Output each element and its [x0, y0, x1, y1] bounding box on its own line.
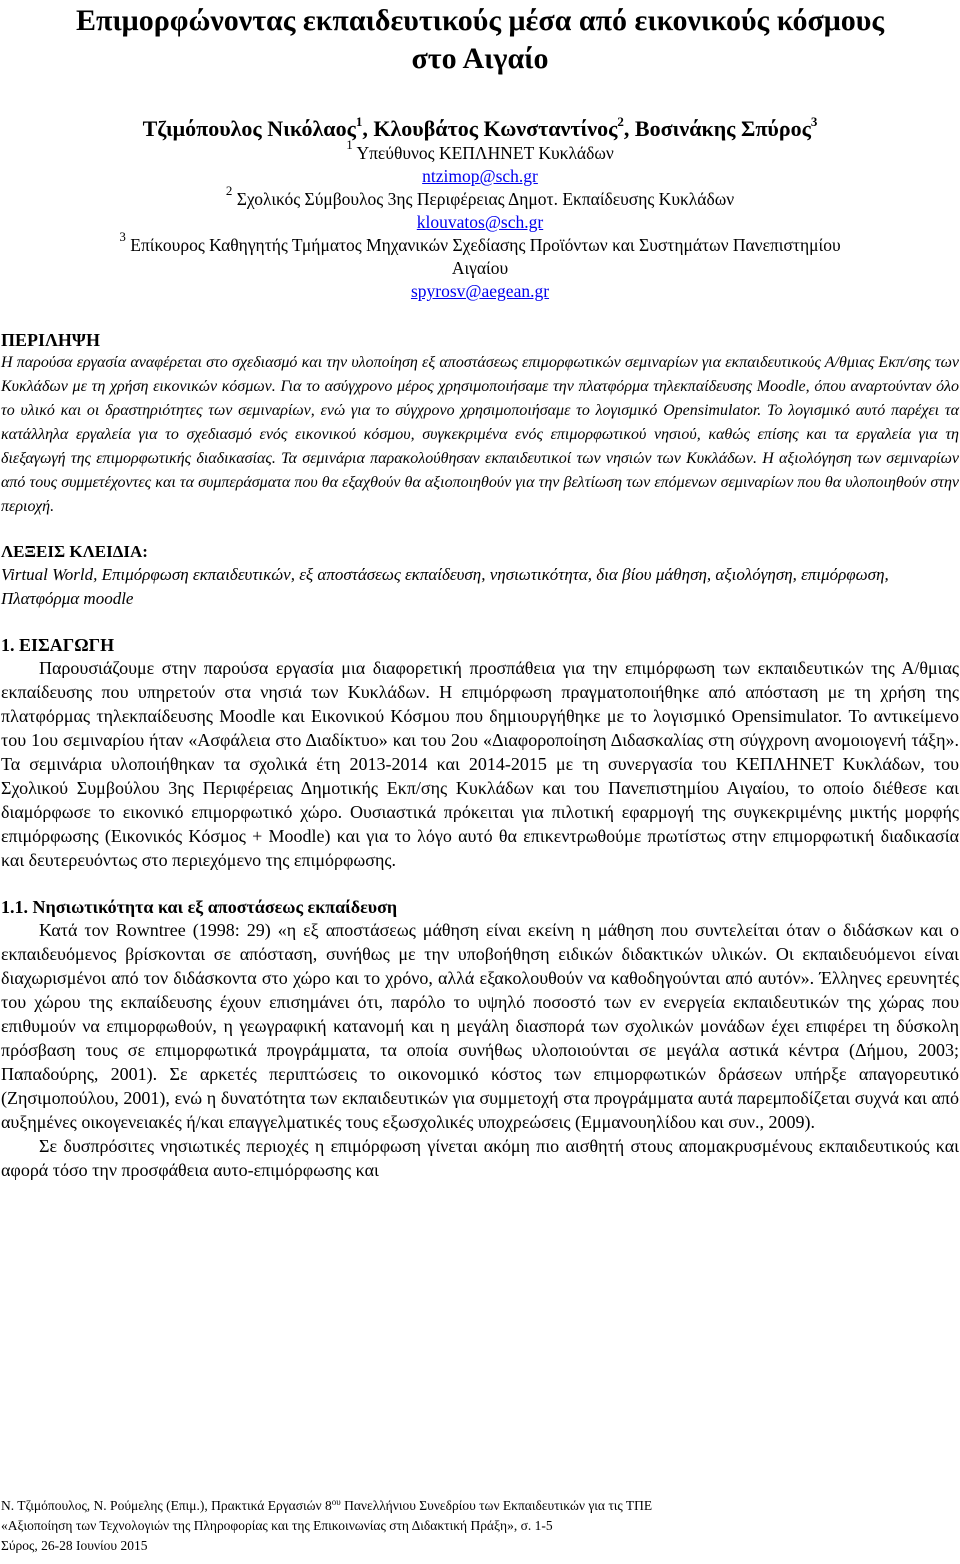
author-2: , Κλουβάτος Κωνσταντίνος — [362, 116, 618, 141]
affiliation-2 — [1, 183, 959, 234]
keywords-text: Virtual World, Επιμόρφωση εκπαιδευτικών, εξ αποστάσεως εκπαίδευση, νησιωτικότητα, δια βίου μάθηση, αξιολόγηση, επιμόρφωση, Πλατφόρμα moodle — [1, 565, 889, 608]
author-1-sup: 1 — [355, 114, 363, 129]
footer-line-2: «Αξιοποίηση των Τεχνολογιών της Πληροφορίας και της Επικοινωνίας στη Διδακτική Πράξη», σ. 1-5 — [1, 1518, 553, 1533]
page-footer — [1, 1496, 652, 1556]
affiliation-2-sup: 2 — [225, 183, 233, 198]
author-list — [1, 116, 959, 142]
footer-line-1-sup: ου — [331, 1497, 341, 1507]
abstract-text: Η παρούσα εργασία αναφέρεται στο σχεδιασμό και την υλοποίηση εξ αποστάσεως επιμορφωτικών σεμιναρίων για εκπαιδευτικούς Α/θμιας Εκπ/σης των Κυκλάδων με τη χρήση εικονικών κόσμων. Για το ασύγχρονο μέρος χρησιμοποιήσαμε την πλατφόρμα τηλεκπαίδευσης Moodle, όπου αναρτούνταν όλο το υλικό και οι δραστηριότητες των σεμιναρίων, ενώ για το σύγχρονο χρησιμοποιήσαμε το λογισμικό Opensimulator. Το λογισμικό αυτό παρέχει τα κατάλληλα εργαλεία για το σχεδιασμό ενός εικονικού κόσμου, συγκεκριμένα ενός επιμορφωτικού νησιού, καθώς επίσης και τα εργαλεία για τη διεξαγωγή της επιμορφωτικής διαδικασίας. Τα σεμινάρια παρακολούθησαν εκπαιδευτικοί των νησιών των Κυκλάδων. Η αξιολόγηση των σεμιναρίων από τους συμμετέχοντες και τα συμπεράσματα που θα εξαχθούν θα αξιοποιηθούν για την βελτίωση των επόμενων σεμιναρίων που θα υλοποιηθούν στην περιοχή. — [1, 354, 959, 515]
footer-line-3: Σύρος, 26-28 Ιουνίου 2015 — [1, 1538, 148, 1553]
section-1-paragraph: Παρουσιάζουμε στην παρούσα εργασία μια διαφορετική προσπάθεια για την επιμόρφωση των εκπαιδευτικών της Α/θμιας εκπαίδευσης που υπηρετούν στα νησιά των Κυκλάδων. Η επιμόρφωση πραγματοποιήθηκε από απόσταση με τη χρήση της πλατφόρμας τηλεκπαίδευσης Moodle και Εικονικού Κόσμου που δημιουργήθηκε με το λογισμικό Opensimulator. Το αντικείμενο του 1ου σεμιναρίου ήταν «Ασφάλεια στο Διαδίκτυο» και του 2ου «Διαφοροποίηση Διδασκαλίας στη σύγχρονη ανομοιογενή τάξη». Τα σεμινάρια υλοποιήθηκαν τα σχολικά έτη 2013-2014 και 2014-2015 με τη συνεργασία του ΚΕΠΛΗΝΕΤ Κυκλάδων, του Σχολικού Συμβούλου 3ης Περιφέρειας Δημοτικής Εκπ/σης Κυκλάδων και του Πανεπιστημίου Αιγαίου, το οποίο διέθεσε και διαμόρφωσε το εικονικό επιμορφωτικό χώρο. Ουσιαστικά πρόκειται για πιλοτική εφαρμογή της συγκεκριμένης μικτής μορφής επιμόρφωσης (Εικονικός Κόσμος + Moodle) και για το λόγο αυτό θα επικεντρωθούμε πρωτίστως στην επιμορφωτική διαδικασία και δευτερευόντως στο περιεχόμενο της επιμόρφωσης. — [1, 658, 959, 870]
section-1-1-heading: 1.1. Νησιωτικότητα και εξ αποστάσεως εκπαίδευση — [1, 897, 398, 917]
keywords-heading: ΛΕΞΕΙΣ ΚΛΕΙΔΙΑ: — [1, 542, 148, 561]
author-3-sup: 3 — [810, 114, 818, 129]
footer-line-1b: Πανελλήνιου Συνεδρίου των Εκπαιδευτικών για τις ΤΠΕ — [340, 1498, 653, 1513]
section-1-1-paragraph-1: Κατά τον Rowntree (1998: 29) «η εξ αποστάσεως μάθηση είναι εκείνη η μάθηση που συντελείται όταν ο διδάσκων και ο εκπαιδευόμενος βρίσκονται σε απόσταση, συνήθως με την υποβοήθηση ειδικών διδακτικών υλικών. Οι εκπαιδευόμενοι είναι διαχωρισμένοι από τον διδάσκοντα στο χώρο και το χρόνο, αλλά εξακολουθούν να καθοδηγούνται από αυτόν». Έλληνες ερευνητές του χώρου της εκπαίδευσης έχουν επισημάνει ότι, παρόλο το υψηλό ποσοστό των εν ενεργεία εκπαιδευτικών της χώρας που επιθυμούν να επιμορφωθούν, η γεωγραφική κατανομή και η μεγάλη διασπορά των σχολικών μονάδων έχει επιφέρει τη δύσκολη πρόσβαση τους σε επιμορφωτικά προγράμματα, τα οποία συνήθως υλοποιούνται σε μεγάλα αστικά κέντρα (Δήμου, 2003; Παπαδούρης, 2001). Σε αρκετές περιπτώσεις το οικονομικό κόστος των επιμορφωτικών δράσεων υπήρξε απαγορευτικό (Ζησιμοπούλου, 2001), ενώ η δυνατότητα των εκπαιδευτικών για συμμετοχή στα προγράμματα αυτά παρεμποδίζεται συχνά και από αυξημένες οικογενειακές ή/και επαγγελματικές τους εξωσχολικές υποχρεώσεις (Εμμανουηλίδου και συν., 2009). — [1, 920, 959, 1132]
affiliation-1-email-link[interactable]: ntzimop@sch.gr — [422, 166, 538, 186]
abstract-heading: ΠΕΡΙΛΗΨΗ — [1, 330, 100, 350]
affiliation-2-text: Σχολικός Σύμβουλος 3ης Περιφέρειας Δημοτ. Εκπαίδευσης Κυκλάδων — [236, 189, 735, 209]
footer-line-1a: Ν. Τζιμόπουλος, Ν. Ρούμελης (Επιμ.), Πρακτικά Εργασιών 8 — [1, 1498, 332, 1513]
title-line-1: Επιμορφώνοντας εκπαιδευτικούς μέσα από εικονικούς κόσμους — [75, 4, 885, 37]
affiliation-1-sup: 1 — [346, 137, 353, 152]
affiliation-3 — [1, 229, 959, 303]
affiliation-3-text: Επίκουρος Καθηγητής Τμήματος Μηχανικών Σχεδίασης Προϊόντων και Συστημάτων Πανεπιστημίου — [130, 235, 841, 255]
affiliation-3-sup: 3 — [119, 229, 126, 244]
title-line-2: στο Αιγαίο — [411, 42, 549, 75]
affiliation-1 — [1, 137, 959, 188]
affiliation-3-email-link[interactable]: spyrosv@aegean.gr — [410, 281, 550, 301]
section-1-heading: 1. ΕΙΣΑΓΩΓΗ — [1, 635, 115, 655]
author-1: Τζιμόπουλος Νικόλαος — [142, 116, 356, 141]
affiliation-3-text-cont: Αιγαίου — [451, 258, 509, 278]
affiliation-2-email-link[interactable]: klouvatos@sch.gr — [416, 212, 544, 232]
section-1-1-paragraph-2: Σε δυσπρόσιτες νησιωτικές περιοχές η επιμόρφωση γίνεται ακόμη πιο αισθητή στους απομακρυσμένους εκπαιδευτικούς και αφορά τόσο την προσφάθεια αυτο-επιμόρφωσης και — [1, 1136, 959, 1180]
author-2-sup: 2 — [617, 114, 624, 129]
paper-title — [1, 0, 959, 78]
author-3: , Βοσινάκης Σπύρος — [623, 116, 811, 141]
affiliation-1-text: Υπεύθυνος ΚΕΠΛΗΝΕΤ Κυκλάδων — [356, 143, 614, 163]
